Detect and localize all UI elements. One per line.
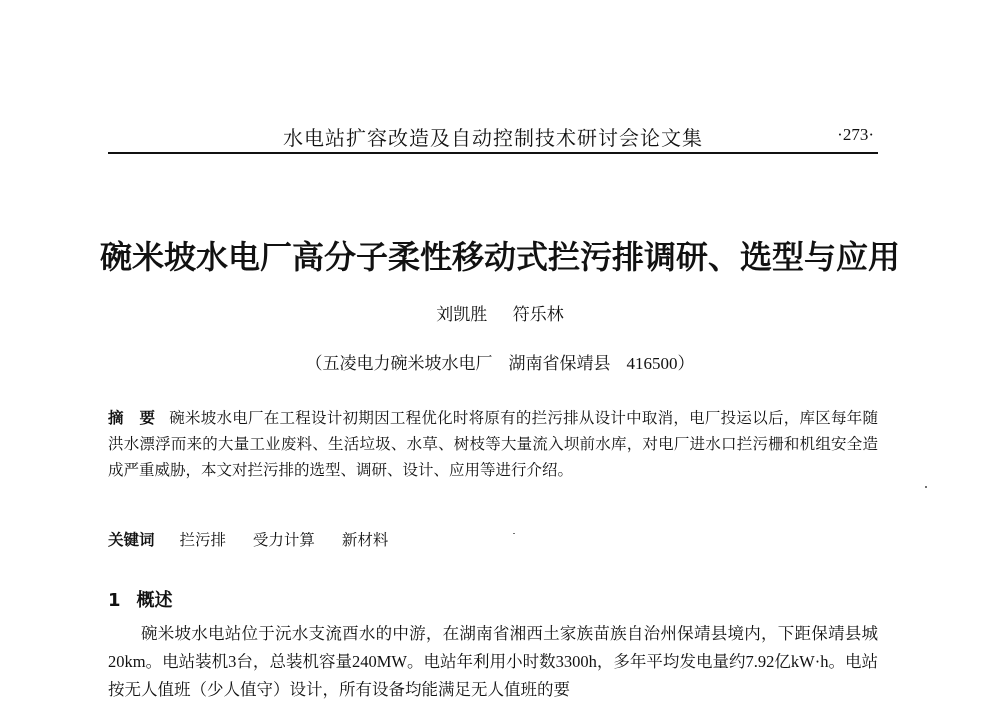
affiliation-postcode: 416500 (626, 354, 678, 373)
abstract-text: 碗米坡水电厂在工程设计初期因工程优化时将原有的拦污排从设计中取消，电厂投运以后，库区每年随洪水漂浮而来的大量工业废料、生活垃圾、水草、树枝等大量流入坝前水库，对电厂进水口拦污栅和机组安全造成严重威胁，本文对拦污排的选型、调研、设计、应用等进行介绍。 (108, 409, 878, 479)
author-name: 符乐林 (512, 305, 564, 325)
section-number: 1 (108, 590, 121, 611)
affiliation-open-paren: （ (305, 354, 323, 373)
scan-speck (513, 533, 515, 534)
author-list (0, 300, 1000, 325)
scan-speck (925, 486, 927, 488)
keywords (108, 528, 878, 550)
header-rule (108, 152, 878, 154)
keyword: 拦污排 (179, 531, 226, 549)
section-body-text: 碗米坡水电站位于沅水支流酉水的中游，在湖南省湘西土家族苗族自治州保靖县境内，下距保靖县城20km。电站装机3台，总装机容量240MW。电站年利用小时数3300h，多年平均发电量约7.92亿kW·h。电站按无人值班（少人值守）设计，所有设备均能满足无人值班的要 (108, 624, 878, 699)
keyword: 新材料 (341, 531, 389, 549)
keywords-label: 关键词 (108, 531, 155, 549)
affiliation-org: 五凌电力碗米坡水电厂 (322, 354, 493, 373)
affiliation-close-paren: ） (677, 354, 695, 373)
abstract-label: 摘 要 (108, 409, 156, 427)
author-name: 刘凯胜 (436, 305, 488, 325)
paper-title: 碗米坡水电厂高分子柔性移动式拦污排调研、选型与应用 (99, 238, 900, 276)
section-heading (108, 586, 173, 612)
section-title: 概述 (136, 590, 173, 611)
running-header-title: 水电站扩容改造及自动控制技术研讨会论文集 (283, 126, 703, 150)
page-number: ·273· (837, 125, 874, 144)
affiliation-place: 湖南省保靖县 (508, 354, 611, 373)
abstract (108, 405, 878, 483)
affiliation (0, 349, 1000, 374)
keyword: 受力计算 (252, 531, 315, 549)
